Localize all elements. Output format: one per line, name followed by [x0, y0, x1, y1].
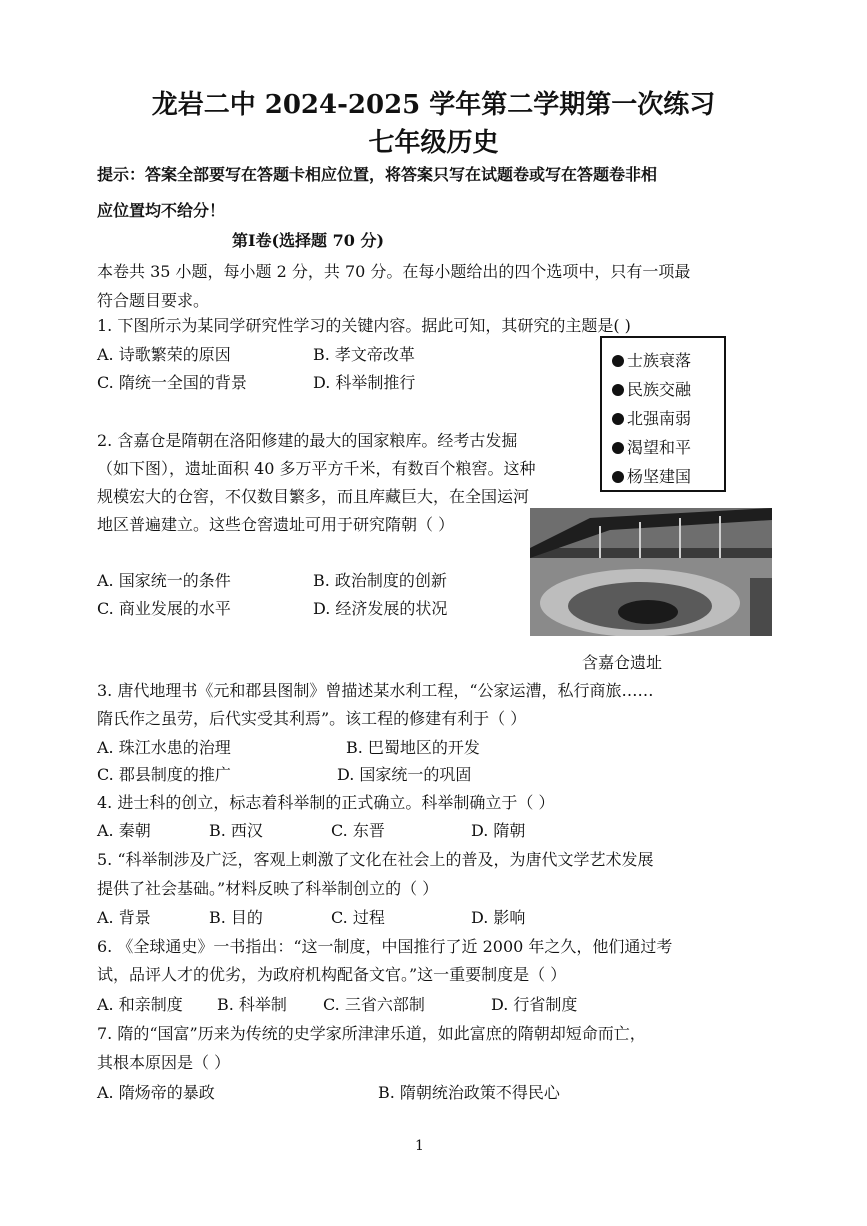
q2-stem-line-2: （如下图），遗址面积 40 多万平方千米，有数百个粮窖。这种	[97, 459, 536, 478]
q4-option-b: B. 西汉	[209, 821, 263, 840]
q2-option-a: A. 国家统一的条件	[97, 571, 231, 590]
q5-stem-line-1: 5. “科举制涉及广泛，客观上刺激了文化在社会上的普及，为唐代文学艺术发展	[97, 850, 654, 869]
q4-option-d: D. 隋朝	[471, 821, 526, 840]
q7-stem-line-2: 其根本原因是（ ）	[97, 1053, 231, 1072]
q6-stem-line-2: 试，品评人才的优劣，为政府机构配备文官。”这一重要制度是（ ）	[97, 965, 567, 984]
keyword-item: 士族衰落	[612, 348, 691, 371]
notice-line-1: 提示：答案全部要写在答题卡相应位置，将答案只写在试题卷或写在答题卷非相	[97, 165, 658, 184]
bullet-icon	[612, 413, 624, 425]
q3-option-a: A. 珠江水患的治理	[97, 738, 231, 757]
q6-option-d: D. 行省制度	[491, 995, 578, 1014]
q3-stem-line-1: 3. 唐代地理书《元和郡县图制》曾描述某水利工程，“公家运漕，私行商旅……	[97, 681, 654, 700]
q1-stem: 1. 下图所示为某同学研究性学习的关键内容。据此可知，其研究的主题是( )	[97, 316, 631, 335]
keyword-item: 杨坚建国	[612, 464, 691, 487]
q2-stem-line-4: 地区普遍建立。这些仓窖遗址可用于研究隋朝（ ）	[97, 515, 455, 534]
q6-option-b: B. 科举制	[217, 995, 287, 1014]
section-intro-line-1: 本卷共 35 小题，每小题 2 分，共 70 分。在每小题给出的四个选项中，只有一项最	[97, 262, 691, 281]
page-number: 1	[415, 1138, 424, 1154]
q1-keyword-box	[600, 336, 726, 492]
q5-option-d: D. 影响	[471, 908, 526, 927]
q3-option-c: C. 郡县制度的推广	[97, 765, 231, 784]
keyword-item: 北强南弱	[612, 406, 691, 429]
q2-stem-line-1: 2. 含嘉仓是隋朝在洛阳修建的最大的国家粮库。经考古发掘	[97, 431, 518, 450]
q3-option-d: D. 国家统一的巩固	[337, 765, 472, 784]
q4-stem: 4. 进士科的创立，标志着科举制的正式确立。科举制确立于（ ）	[97, 793, 555, 812]
q2-option-d: D. 经济发展的状况	[313, 599, 448, 618]
q1-option-d: D. 科举制推行	[313, 373, 416, 392]
q6-option-c: C. 三省六部制	[323, 995, 425, 1014]
keyword-item: 民族交融	[612, 377, 691, 400]
photo-caption: 含嘉仓遗址	[582, 653, 663, 672]
q4-option-a: A. 秦朝	[97, 821, 151, 840]
bullet-icon	[612, 442, 624, 454]
q7-option-a: A. 隋炀帝的暴政	[97, 1083, 215, 1102]
q3-option-b: B. 巴蜀地区的开发	[346, 738, 480, 757]
q5-stem-line-2: 提供了社会基础。”材料反映了科举制创立的（ ）	[97, 879, 439, 898]
q2-stem-line-3: 规模宏大的仓窖，不仅数目繁多，而且库藏巨大，在全国运河	[97, 487, 530, 506]
q5-option-b: B. 目的	[209, 908, 263, 927]
hanjiacang-site-photo	[530, 508, 772, 636]
q2-option-b: B. 政治制度的创新	[313, 571, 447, 590]
bullet-icon	[612, 471, 624, 483]
q6-stem-line-1: 6. 《全球通史》一书指出：“这一制度，中国推行了近 2000 年之久，他们通过考	[97, 937, 673, 956]
q1-option-a: A. 诗歌繁荣的原因	[97, 345, 231, 364]
q7-option-b: B. 隋朝统治政策不得民心	[378, 1083, 560, 1102]
q3-stem-line-2: 隋氏作之虽劳，后代实受其利焉”。该工程的修建有利于（ ）	[97, 709, 527, 728]
q1-option-b: B. 孝文帝改革	[313, 345, 415, 364]
q4-option-c: C. 东晋	[331, 821, 385, 840]
exam-subject: 七年级历史	[368, 128, 499, 158]
bullet-icon	[612, 384, 624, 396]
q2-option-c: C. 商业发展的水平	[97, 599, 231, 618]
notice-line-2: 应位置均不给分！	[97, 201, 226, 220]
site-photo-image	[530, 508, 772, 636]
exam-title: 龙岩二中 2024-2025 学年第二学期第一次练习	[151, 90, 716, 120]
q1-option-c: C. 隋统一全国的背景	[97, 373, 247, 392]
bullet-icon	[612, 355, 624, 367]
keyword-item: 渴望和平	[612, 435, 691, 458]
section-intro-line-2: 符合题目要求。	[97, 291, 210, 310]
section-heading: 第Ⅰ卷(选择题 70 分)	[232, 231, 385, 250]
q5-option-a: A. 背景	[97, 908, 151, 927]
q7-stem-line-1: 7. 隋的“国富”历来为传统的史学家所津津乐道，如此富庶的隋朝却短命而亡，	[97, 1024, 646, 1043]
q6-option-a: A. 和亲制度	[97, 995, 183, 1014]
q5-option-c: C. 过程	[331, 908, 385, 927]
